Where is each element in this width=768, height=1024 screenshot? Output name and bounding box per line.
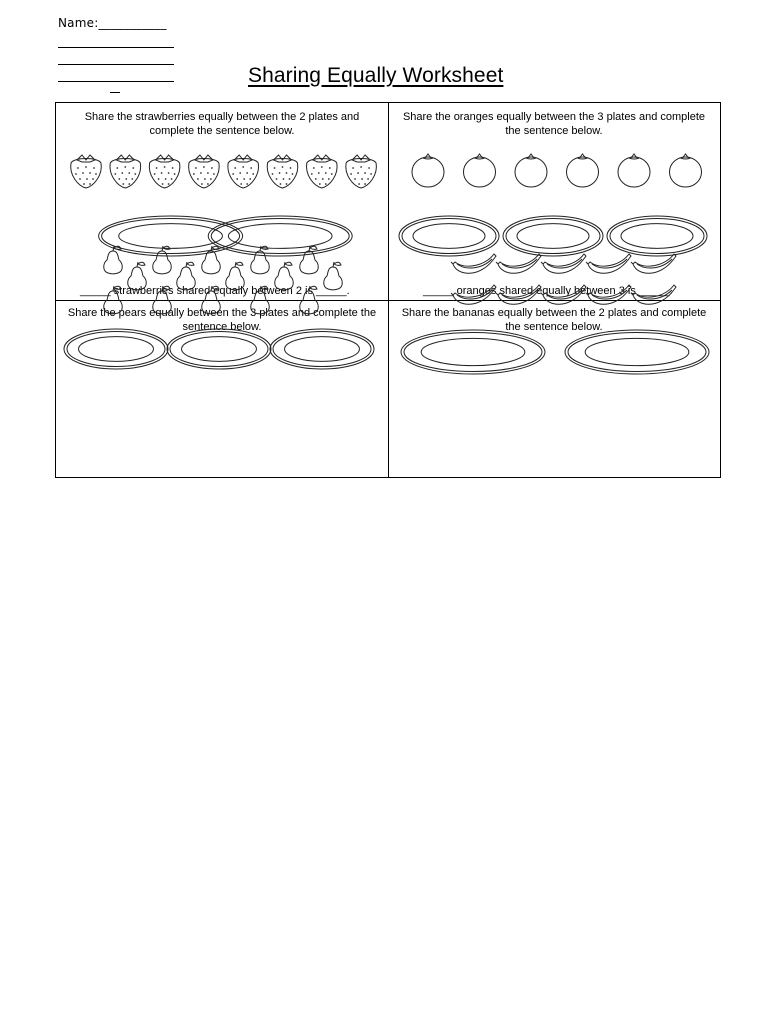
pears-plates [56,301,388,479]
name-underline [58,81,174,82]
plate-icon [399,216,499,256]
name-underline [58,64,174,65]
oranges-plates [389,103,721,300]
name-label: Name:___________ [58,16,167,30]
name-field[interactable] [58,16,174,82]
pears-instruction: Share the pears equally between the 3 plates and complete the sentence below. [67,307,377,333]
worksheet-grid [55,102,721,478]
plate-icon [64,329,168,369]
name-tail-mark [110,92,120,93]
worksheet-title: Sharing Equally Worksheet [248,64,504,87]
oranges-instruction: Share the oranges equally between the 3 plates and complete the sentence below. [402,111,706,137]
plate-icon [401,330,545,374]
strawberries-sentence[interactable]: _____ strawberries shared equally between 2 is _____. [80,285,350,297]
plate-icon [607,216,707,256]
plate-icon [270,329,374,369]
plate-icon [99,216,243,256]
plate-icon [503,216,603,256]
name-underline [58,47,174,48]
strawberries-instruction: Share the strawberries equally between the 2 plates and complete the sentence below. [84,111,360,137]
bananas-instruction: Share the bananas equally between the 2 plates and complete the sentence below. [401,307,707,333]
bananas-plates [389,301,721,479]
plate-icon [208,216,352,256]
oranges-sentence[interactable]: _____ oranges shared equally between 3 is _____. [423,285,673,297]
plate-icon [167,329,271,369]
strawberries-plates [56,103,388,300]
plate-icon [565,330,709,374]
